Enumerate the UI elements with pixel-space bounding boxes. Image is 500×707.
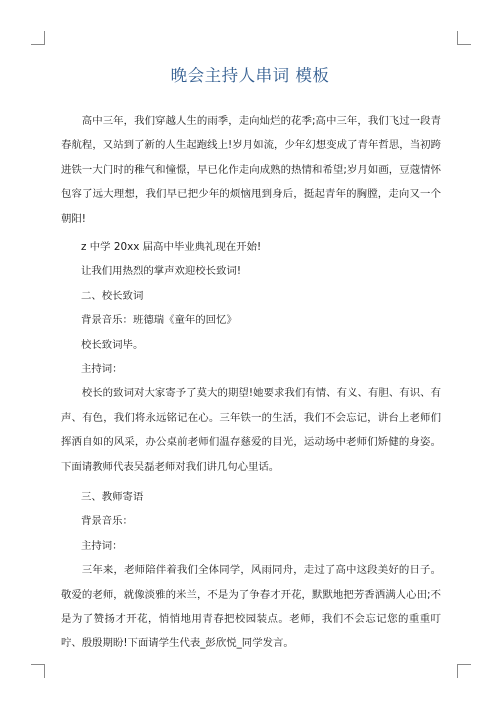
ceremony-start-line: z 中学 20xx 届高中毕业典礼现在开始! bbox=[81, 241, 262, 254]
crop-mark-bottom-right bbox=[457, 664, 471, 678]
document-title: 晚会主持人串词 模板 bbox=[170, 66, 330, 85]
teacher-tribute-paragraph: 三年来，老师陪伴着我们全体同学，风雨同舟，走过了高中这段美好的日子。敬爱的老师，就像淡雅的米兰，不是为了争春才开花，默默地把芳香洒满人心田;不是为了赞扬才开花，悄悄地用青春把校园装点。老师，我们不会忘记您的重重叮咛、殷殷期盼!下面请学生代表_彭欣悦_同学发言。 bbox=[61, 564, 441, 650]
section-heading-principal: 二、校长致词 bbox=[81, 289, 144, 302]
opening-paragraph: 高中三年，我们穿越人生的雨季，走向灿烂的花季;高中三年，我们飞过一段青春航程，又站到了新的人生起跑线上!岁月如流，少年幻想变成了青年哲思，当初跨进铁一大门时的稚气和憧憬，早已化作走向成熟的热情和希望;岁月如画，豆蔻情怀包容了远大理想，我们早已把少年的烦恼甩到身后，挺起青年的胸膛，走向又一个朝阳! bbox=[61, 115, 441, 225]
document-body bbox=[61, 109, 441, 656]
crop-mark-bottom-left bbox=[31, 664, 45, 678]
section-heading-teacher: 三、教师寄语 bbox=[81, 491, 144, 503]
host-words-label: 主持词： bbox=[81, 362, 123, 375]
principal-done-line: 校长致词毕。 bbox=[81, 338, 144, 351]
principal-response-paragraph: 校长的致词对大家寄予了莫大的期望!她要求我们有情、有义、有胆、有识、有声、有色，我们将永远铭记在心。三年铁一的生活，我们不会忘记，讲台上老师们挥洒自如的风采，办公桌前老师们温存慈爱的目光，运动场中老师们矫健的身姿。下面请教师代表吴磊老师对我们讲几句心里话。 bbox=[61, 387, 441, 473]
crop-mark-top-right bbox=[457, 31, 471, 45]
host-words-label-2: 主持词： bbox=[81, 539, 123, 552]
background-music-line: 背景音乐：班德瑞《童年的回忆》 bbox=[81, 314, 237, 327]
welcome-principal-line: 让我们用热烈的掌声欢迎校长致词! bbox=[81, 265, 242, 278]
crop-mark-top-left bbox=[31, 31, 45, 45]
background-music-line-2: 背景音乐： bbox=[81, 515, 133, 528]
